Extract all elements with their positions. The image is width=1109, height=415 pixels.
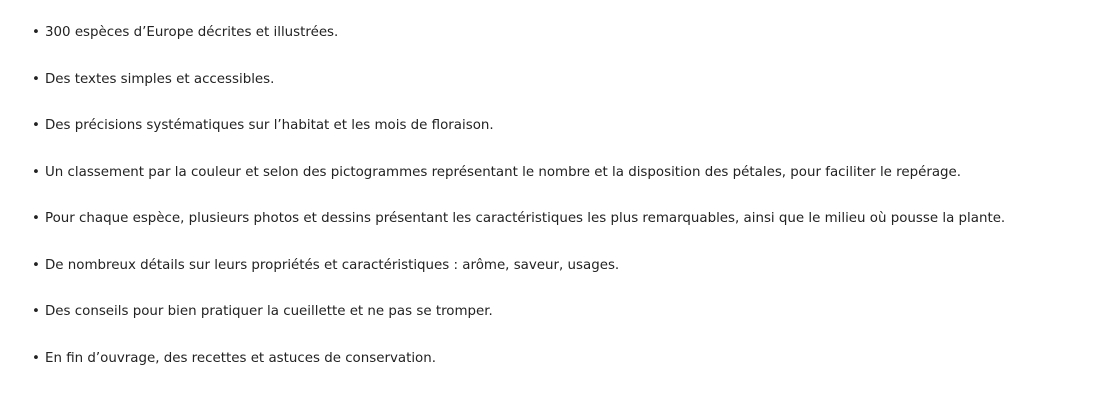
list-item [32,115,1095,137]
list-item-text: De nombreux détails sur leurs propriétés et caractéristiques : arôme, saveur, usages. [45,257,620,273]
list-item [32,208,1095,230]
bullet-icon: • [32,257,40,273]
bullet-icon: • [32,350,40,366]
bullet-icon: • [32,25,40,40]
list-item-text: Des précisions systématiques sur l’habitat et les mois de floraison. [45,118,494,133]
bullet-icon: • [32,71,40,87]
list-item-text: 300 espèces d’Europe décrites et illustrées. [45,25,339,40]
list-item [32,255,1095,277]
list-item-text: Des textes simples et accessibles. [45,71,275,87]
list-item-text: Un classement par la couleur et selon des pictogrammes représentant le nombre et la disposition des pétales, pour faciliter le repérage. [45,164,962,180]
list-item-text: Des conseils pour bien pratiquer la cueillette et ne pas se tromper. [45,304,493,319]
list-item [32,348,1095,370]
list-item [32,301,1095,323]
list-item-text: Pour chaque espèce, plusieurs photos et dessins présentant les caractéristiques les plus remarquables, ainsi que le milieu où pousse la plante. [45,211,1006,226]
list-item [32,69,1095,91]
bullet-icon: • [32,118,40,133]
bullet-icon: • [32,211,40,226]
list-item [32,162,1095,184]
bullet-icon: • [32,164,40,180]
list-item-text: En fin d’ouvrage, des recettes et astuces de conservation. [45,350,436,366]
list-item [32,22,1095,44]
bullet-icon: • [32,304,40,319]
